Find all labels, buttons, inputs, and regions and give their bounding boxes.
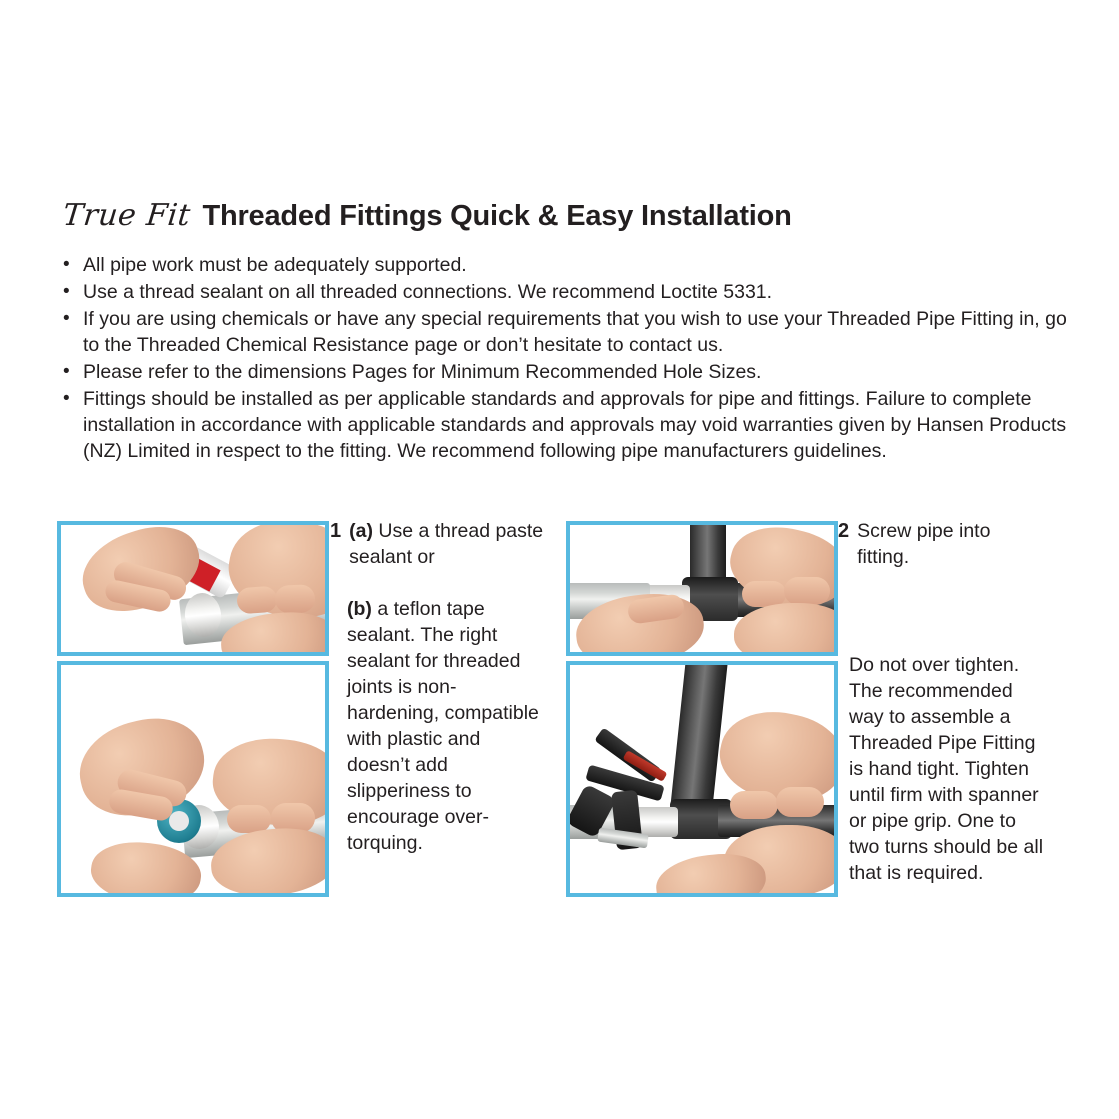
step-1b-body: a teflon tape sealant. The right sealant for threaded joints is non-hardening, compatible with plastic and doesn’t add slipperiness to encourage over-torquing. xyxy=(347,598,539,854)
step-1a-label: (a) xyxy=(349,520,373,542)
list-item-text: Fittings should be installed as per applicable standards and approvals for pipe and fittings. Failure to complete installation in accordance with applicable standards and approvals may void warranties given by Hansen Products (NZ) Limited in respect to the fitting. We recommend following pipe manufacturers guidelines. xyxy=(83,388,1067,462)
pipe-grip-photo xyxy=(566,661,838,897)
list-item xyxy=(63,252,1073,278)
list-item-text: Please refer to the dimensions Pages for Minimum Recommended Hole Sizes. xyxy=(83,361,762,383)
bullet-marker-icon: • xyxy=(63,361,70,382)
step-1b-label: (b) xyxy=(347,598,372,620)
step-2-number: 2 xyxy=(838,520,850,542)
photo-scene xyxy=(570,525,834,652)
photo-scene xyxy=(61,665,325,893)
photo-scene xyxy=(570,665,834,893)
title-text: Threaded Fittings Quick & Easy Installation xyxy=(202,200,792,232)
step-2-note xyxy=(849,652,1045,886)
list-item-text: All pipe work must be adequately supported. xyxy=(83,254,467,276)
step-2-text: Screw pipe into fitting. xyxy=(857,520,991,568)
step-1-number: 1 xyxy=(330,520,342,542)
list-item xyxy=(63,306,1073,358)
list-item xyxy=(63,279,1073,305)
bullet-marker-icon: • xyxy=(63,308,70,329)
step-1-caption xyxy=(330,518,545,570)
photo-scene xyxy=(61,525,325,652)
list-item xyxy=(63,386,1073,464)
bullet-marker-icon: • xyxy=(63,281,70,302)
step-2-note-text: Do not over tighten. The recommended way to assemble a Threaded Pipe Fitting is hand tight. Tighten until firm with spanner or pipe grip. One to two turns should be all that is required. xyxy=(849,654,1044,884)
step-1a-body: Use a thread paste sealant or xyxy=(349,520,544,568)
teflon-tape-sealant-photo xyxy=(57,661,329,897)
list-item xyxy=(63,359,1073,385)
hand-tighten-photo xyxy=(566,521,838,656)
list-item-text: Use a thread sealant on all threaded connections. We recommend Loctite 5331. xyxy=(83,281,773,303)
step-1a-text xyxy=(349,518,545,570)
thread-paste-sealant-photo xyxy=(57,521,329,656)
bullet-marker-icon: • xyxy=(63,254,70,275)
step-2-caption xyxy=(838,518,1028,570)
list-item-text: If you are using chemicals or have any special requirements that you wish to use your Threaded Pipe Fitting in, go to the Threaded Chemical Resistance page or don’t hesitate to contact us. xyxy=(83,308,1067,356)
intro-bullet-list xyxy=(63,252,1073,465)
bullet-marker-icon: • xyxy=(63,388,70,409)
step-1b-caption xyxy=(347,596,547,856)
brand-logotype: True Fit xyxy=(61,198,193,233)
page-title xyxy=(63,198,792,233)
